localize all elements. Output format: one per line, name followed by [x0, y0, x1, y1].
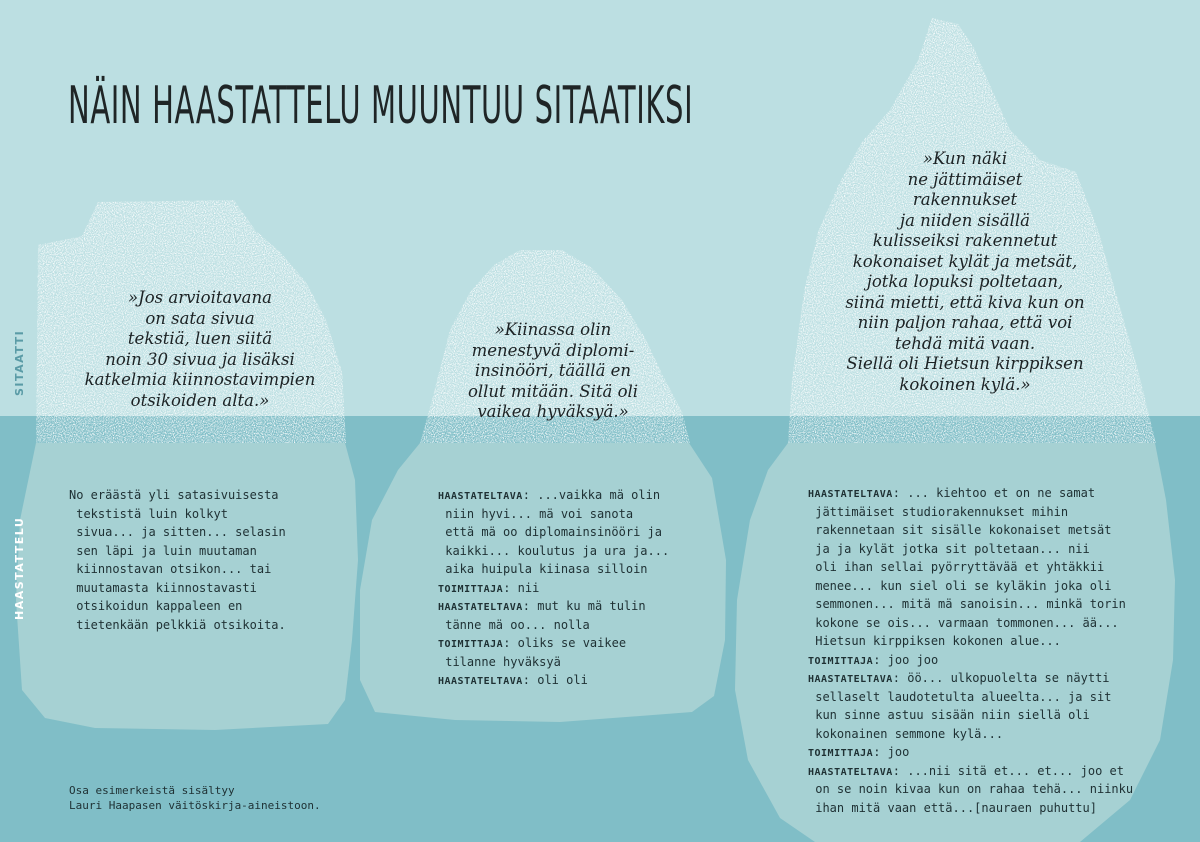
- quote-line: otsikoiden alta.»: [130, 390, 270, 410]
- transcript-text: : joo joo: [873, 652, 939, 667]
- transcript-line: [438, 506, 693, 525]
- side-label-interview: HAASTATTELU: [13, 516, 26, 620]
- speaker-label: HAASTATELTAVA: [808, 766, 893, 778]
- speaker-label: TOIMITTAJA: [808, 655, 874, 667]
- transcript-line: [808, 670, 1138, 689]
- footnote-line: Osa esimerkeistä sisältyy: [69, 784, 235, 797]
- transcript-text: : oliks se vaikee: [503, 636, 627, 650]
- transcript-line: [69, 543, 329, 562]
- transcript-line: [808, 541, 1138, 560]
- transcript-line: [808, 652, 1138, 671]
- transcript-3: [808, 485, 1138, 818]
- quote-line: »Kun näki: [922, 149, 1008, 168]
- transcript-text: tilanne hyväksyä: [438, 654, 561, 669]
- quote-line: »Jos arvioitavana: [128, 288, 272, 307]
- transcript-line: [438, 654, 693, 673]
- quote-line: tehdä mitä vaan.: [894, 333, 1036, 353]
- transcript-text: : oli oli: [522, 673, 588, 687]
- transcript-1: [69, 487, 329, 635]
- transcript-line: [808, 559, 1138, 578]
- transcript-line: [808, 689, 1138, 708]
- transcript-text: No eräästä yli satasivuisesta: [69, 488, 279, 502]
- transcript-line: [69, 524, 329, 543]
- transcript-line: [69, 561, 329, 580]
- transcript-line: [438, 543, 693, 562]
- transcript-text: kokone se ois... varmaan tommonen... ää...: [808, 615, 1119, 630]
- transcript-line: [808, 707, 1138, 726]
- speaker-label: TOIMITTAJA: [438, 583, 504, 595]
- transcript-text: jättimäiset studiorakennukset mihin: [808, 504, 1069, 519]
- transcript-text: : ...nii sitä et... et... joo et: [892, 763, 1124, 778]
- transcript-text: tänne mä oo... nolla: [438, 617, 590, 632]
- quote-line: jotka lopuksi poltetaan,: [866, 272, 1064, 291]
- transcript-text: Hietsun kirppiksen kokonen alue...: [808, 634, 1061, 648]
- transcript-line: [808, 485, 1138, 504]
- transcript-line: [438, 487, 693, 506]
- quote-line: noin 30 sivua ja lisäksi: [105, 349, 295, 369]
- transcript-text: kun sinne astuu sisään niin siellä oli: [808, 708, 1090, 722]
- transcript-line: [69, 580, 329, 599]
- quote-line: kokoinen kylä.»: [899, 374, 1031, 394]
- transcript-text: sen läpi ja luin muutaman: [69, 543, 257, 558]
- transcript-text: kokonainen semmone kylä...: [808, 726, 1004, 741]
- transcript-line: [438, 672, 693, 691]
- quote-line: niin paljon rahaa, että voi: [857, 313, 1073, 332]
- quote-line: ne jättimäiset: [907, 169, 1023, 189]
- quote-line: on sata sivua: [145, 308, 255, 328]
- speaker-label: HAASTATELTAVA: [438, 491, 523, 502]
- quote-line: katkelmia kiinnostavimpien: [84, 370, 316, 389]
- quote-line: ja niiden sisällä: [899, 210, 1031, 230]
- quote-3: [815, 149, 1115, 395]
- footnote: [69, 783, 321, 813]
- transcript-line: [438, 561, 693, 580]
- transcript-line: [69, 598, 329, 617]
- quote-line: rakennukset: [912, 190, 1018, 209]
- quote-line: kokonaiset kylät ja metsät,: [852, 251, 1078, 271]
- quote-line: Siellä oli Hietsun kirppiksen: [846, 354, 1084, 373]
- transcript-text: muutamasta kiinnostavasti: [69, 580, 257, 595]
- transcript-text: oli ihan sellai pyörryttävää et yhtäkkii: [808, 560, 1105, 574]
- transcript-line: [69, 487, 329, 506]
- speaker-label: HAASTATELTAVA: [808, 489, 893, 500]
- transcript-text: semmonen... mitä mä sanoisin... minkä torin: [808, 597, 1126, 611]
- transcript-text: ja ja kylät jotka sit poltetaan... nii: [808, 541, 1090, 556]
- transcript-2: [438, 487, 693, 691]
- transcript-line: [808, 726, 1138, 745]
- quote-2: [430, 320, 676, 423]
- transcript-text: : ... kiehtoo et on ne samat: [892, 486, 1096, 500]
- speaker-label: HAASTATELTAVA: [438, 676, 523, 687]
- transcript-line: [808, 744, 1138, 763]
- transcript-line: [69, 617, 329, 636]
- quote-line: menestyvä diplomi-: [471, 340, 635, 360]
- transcript-line: [438, 524, 693, 543]
- quote-line: ollut mitään. Sitä oli: [467, 381, 639, 401]
- speaker-label: TOIMITTAJA: [808, 748, 874, 759]
- transcript-text: aika huipula kiinasa silloin: [438, 562, 648, 576]
- transcript-line: [808, 800, 1138, 819]
- transcript-line: [438, 598, 693, 617]
- transcript-text: sellaselt laudotetulta alueelta... ja sit: [808, 689, 1112, 704]
- quote-line: insinööri, täällä en: [474, 361, 632, 380]
- quote-1: [60, 288, 340, 411]
- quote-line: »Kiinassa olin: [494, 320, 612, 339]
- transcript-text: otsikoidun kappaleen en: [69, 599, 243, 613]
- footnote-line: Lauri Haapasen väitöskirja-aineistoon.: [69, 799, 321, 812]
- transcript-line: [438, 635, 693, 654]
- transcript-text: ihan mitä vaan että...[nauraen puhuttu]: [808, 800, 1097, 815]
- transcript-line: [808, 504, 1138, 523]
- transcript-text: että mä oo diplomainsinööri ja: [438, 525, 662, 539]
- transcript-text: : ...vaikka mä olin: [522, 488, 661, 502]
- transcript-text: kaikki... koulutus ja ura ja...: [438, 543, 670, 558]
- transcript-text: : mut ku mä tulin: [522, 599, 646, 613]
- transcript-text: tekstistä luin kolkyt: [69, 506, 228, 521]
- transcript-line: [438, 580, 693, 599]
- transcript-text: : öö... ulkopuolelta se näytti: [892, 671, 1110, 685]
- transcript-line: [808, 763, 1138, 782]
- speaker-label: TOIMITTAJA: [438, 639, 504, 650]
- page-title: NÄIN HAASTATTELU MUUNTUU SITAATIKSI: [68, 76, 694, 136]
- transcript-line: [808, 578, 1138, 597]
- speaker-label: HAASTATELTAVA: [438, 602, 523, 613]
- transcript-text: kiinnostavan otsikon... tai: [69, 562, 272, 576]
- transcript-text: niin hyvi... mä voi sanota: [438, 506, 634, 521]
- transcript-text: rakennetaan sit sisälle kokonaiset metsät: [808, 523, 1112, 537]
- transcript-line: [69, 506, 329, 525]
- quote-line: tekstiä, luen siitä: [127, 329, 273, 348]
- quote-line: siinä mietti, että kiva kun on: [845, 292, 1085, 312]
- transcript-line: [808, 615, 1138, 634]
- transcript-line: [808, 522, 1138, 541]
- transcript-line: [808, 633, 1138, 652]
- speaker-label: HAASTATELTAVA: [808, 674, 893, 685]
- transcript-text: menee... kun siel oli se kyläkin joka oli: [808, 578, 1112, 593]
- side-label-quote: SITAATTI: [13, 329, 26, 396]
- transcript-text: sivua... ja sitten... selasin: [69, 525, 286, 539]
- transcript-line: [438, 617, 693, 636]
- transcript-line: [808, 781, 1138, 800]
- transcript-text: : joo: [873, 745, 910, 759]
- transcript-line: [808, 596, 1138, 615]
- transcript-text: : nii: [503, 580, 540, 595]
- transcript-text: tietenkään pelkkiä otsikoita.: [69, 617, 286, 632]
- quote-line: kulisseiksi rakennetut: [872, 231, 1058, 250]
- transcript-text: on se noin kivaa kun on rahaa tehä... niinku: [808, 782, 1134, 796]
- quote-line: vaikea hyväksyä.»: [477, 402, 629, 421]
